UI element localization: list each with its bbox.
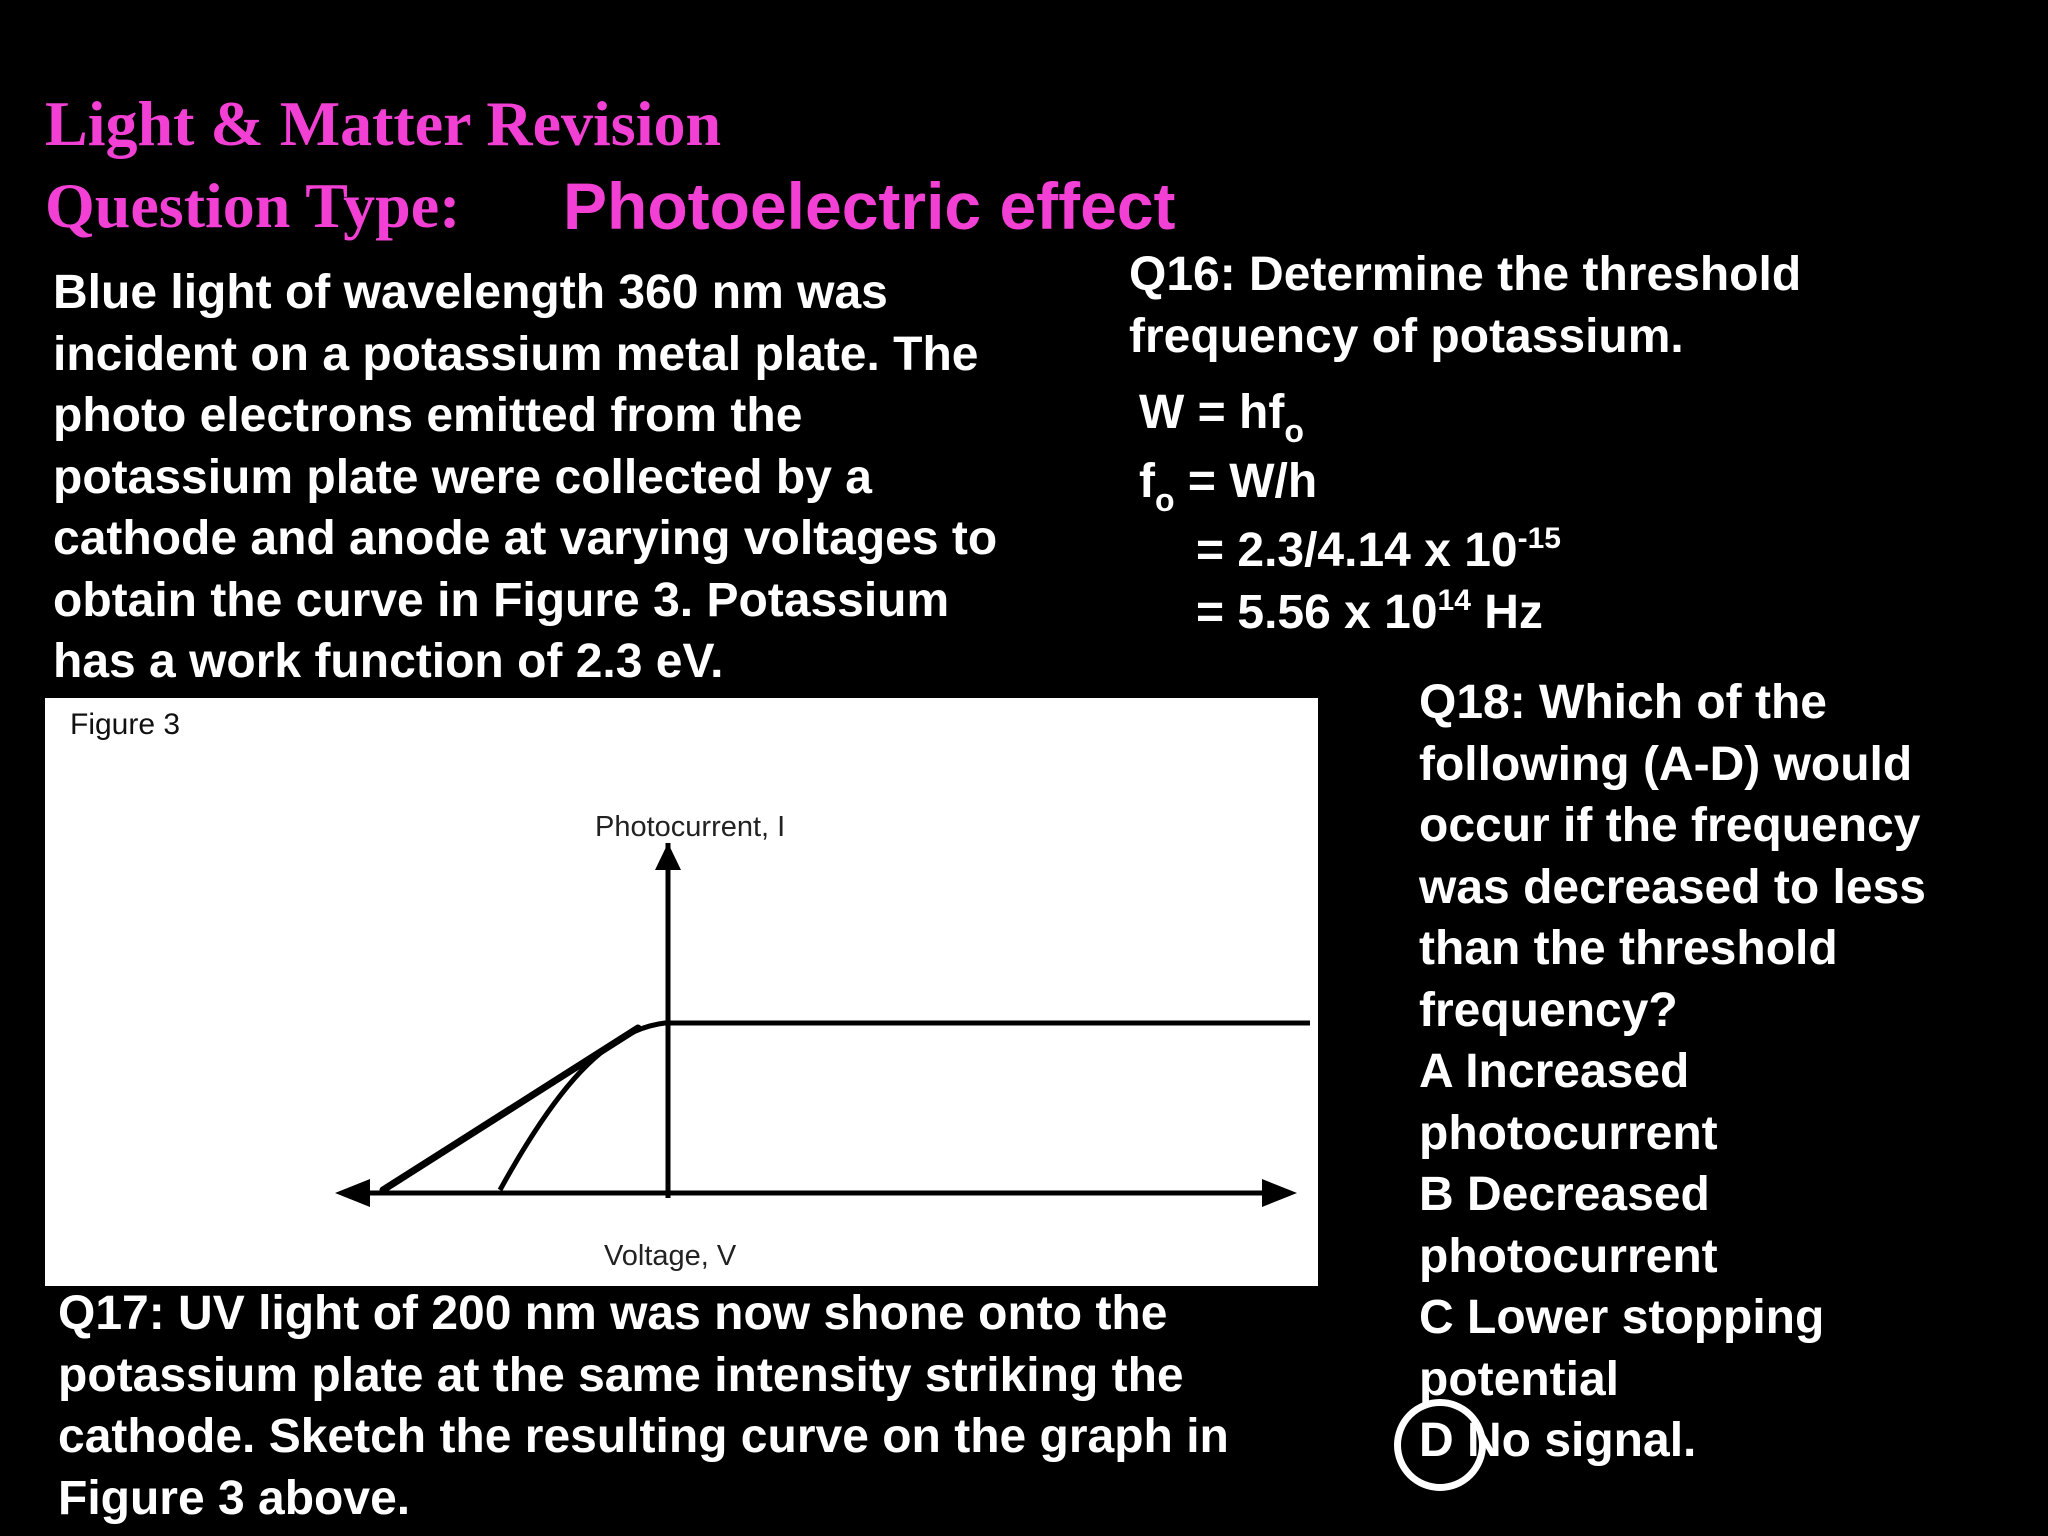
q17-question [58, 1283, 1229, 1529]
q18-line: Q18: Which of the [1419, 676, 1827, 729]
sketched-uv-curve [383, 1028, 638, 1190]
q18-line: occur if the frequency [1419, 799, 1921, 852]
eq2-var: f [1139, 455, 1155, 508]
eq1-subscript: o [1284, 413, 1304, 449]
eq2-subscript: o [1154, 482, 1175, 518]
q16-line: Q16: Determine the threshold [1129, 248, 1802, 301]
q16-equation-2 [1139, 452, 1318, 518]
q16-equation-3 [1196, 521, 1561, 581]
q17-line: potassium plate at the same intensity striking the [58, 1348, 1184, 1402]
q16-line: frequency of potassium. [1129, 309, 1684, 363]
question-type-label: Question Type: [45, 170, 461, 241]
figure-3 [45, 698, 1318, 1286]
q16-equation-1 [1139, 383, 1304, 449]
intro-line: Blue light of wavelength 360 nm was [53, 266, 888, 319]
eq1-text: W = hf [1139, 386, 1285, 439]
q18-line: following (A-D) would [1419, 737, 1913, 791]
intro-line: potassium plate were collected by a [53, 450, 872, 504]
q18-line: frequency? [1419, 983, 1678, 1037]
intro-line: incident on a potassium metal plate. The [53, 327, 979, 381]
y-axis-label: Photocurrent, I [595, 811, 786, 843]
eq4-unit: Hz [1470, 586, 1543, 639]
page-title: Light & Matter Revision [45, 88, 722, 159]
intro-line: obtain the curve in Figure 3. Potassium [53, 573, 950, 627]
q18-option-b: B Decreased [1419, 1168, 1710, 1221]
intro-paragraph [53, 262, 997, 693]
intro-line: cathode and anode at varying voltages to [53, 512, 998, 565]
q18-option-d: D No signal. [1419, 1414, 1697, 1467]
figure-label: Figure 3 [70, 708, 181, 741]
intro-line: photo electrons emitted from the [53, 389, 803, 442]
q18-line: than the threshold [1419, 922, 1838, 975]
eq3-text: = 2.3/4.14 x 10 [1196, 524, 1518, 577]
q18-option-c: C Lower stopping [1419, 1291, 1825, 1344]
q18-option-b-cont: photocurrent [1419, 1229, 1718, 1283]
original-photocurrent-curve [500, 1023, 1310, 1190]
q17-line: Q17: UV light of 200 nm was now shone onto the [58, 1287, 1168, 1340]
question-type-value: Photoelectric effect [563, 169, 1176, 243]
x-axis-right-arrow [1262, 1179, 1297, 1207]
figure-3-graph [45, 698, 1318, 1286]
q18-option-c-cont: potential [1419, 1352, 1619, 1406]
q16-question [1129, 244, 1801, 367]
x-axis-label: Voltage, V [604, 1240, 737, 1272]
q18-option-a-cont: photocurrent [1419, 1106, 1718, 1160]
eq2-text: = W/h [1174, 455, 1318, 508]
eq4-text: = 5.56 x 10 [1196, 586, 1438, 639]
q17-line: cathode. Sketch the resulting curve on the graph in [58, 1410, 1229, 1463]
q18-option-a: A Increased [1419, 1045, 1690, 1098]
eq3-exponent: -15 [1517, 522, 1561, 555]
q16-equation-4 [1196, 583, 1543, 643]
q18-question [1419, 672, 1926, 1472]
q18-line: was decreased to less [1419, 860, 1926, 914]
q17-line: Figure 3 above. [58, 1471, 411, 1525]
answer-circle [1394, 1399, 1486, 1491]
intro-line: has a work function of 2.3 eV. [53, 635, 724, 688]
eq4-exponent: 14 [1437, 584, 1471, 617]
x-axis-left-arrow [335, 1179, 370, 1207]
y-axis-arrow [655, 843, 681, 870]
